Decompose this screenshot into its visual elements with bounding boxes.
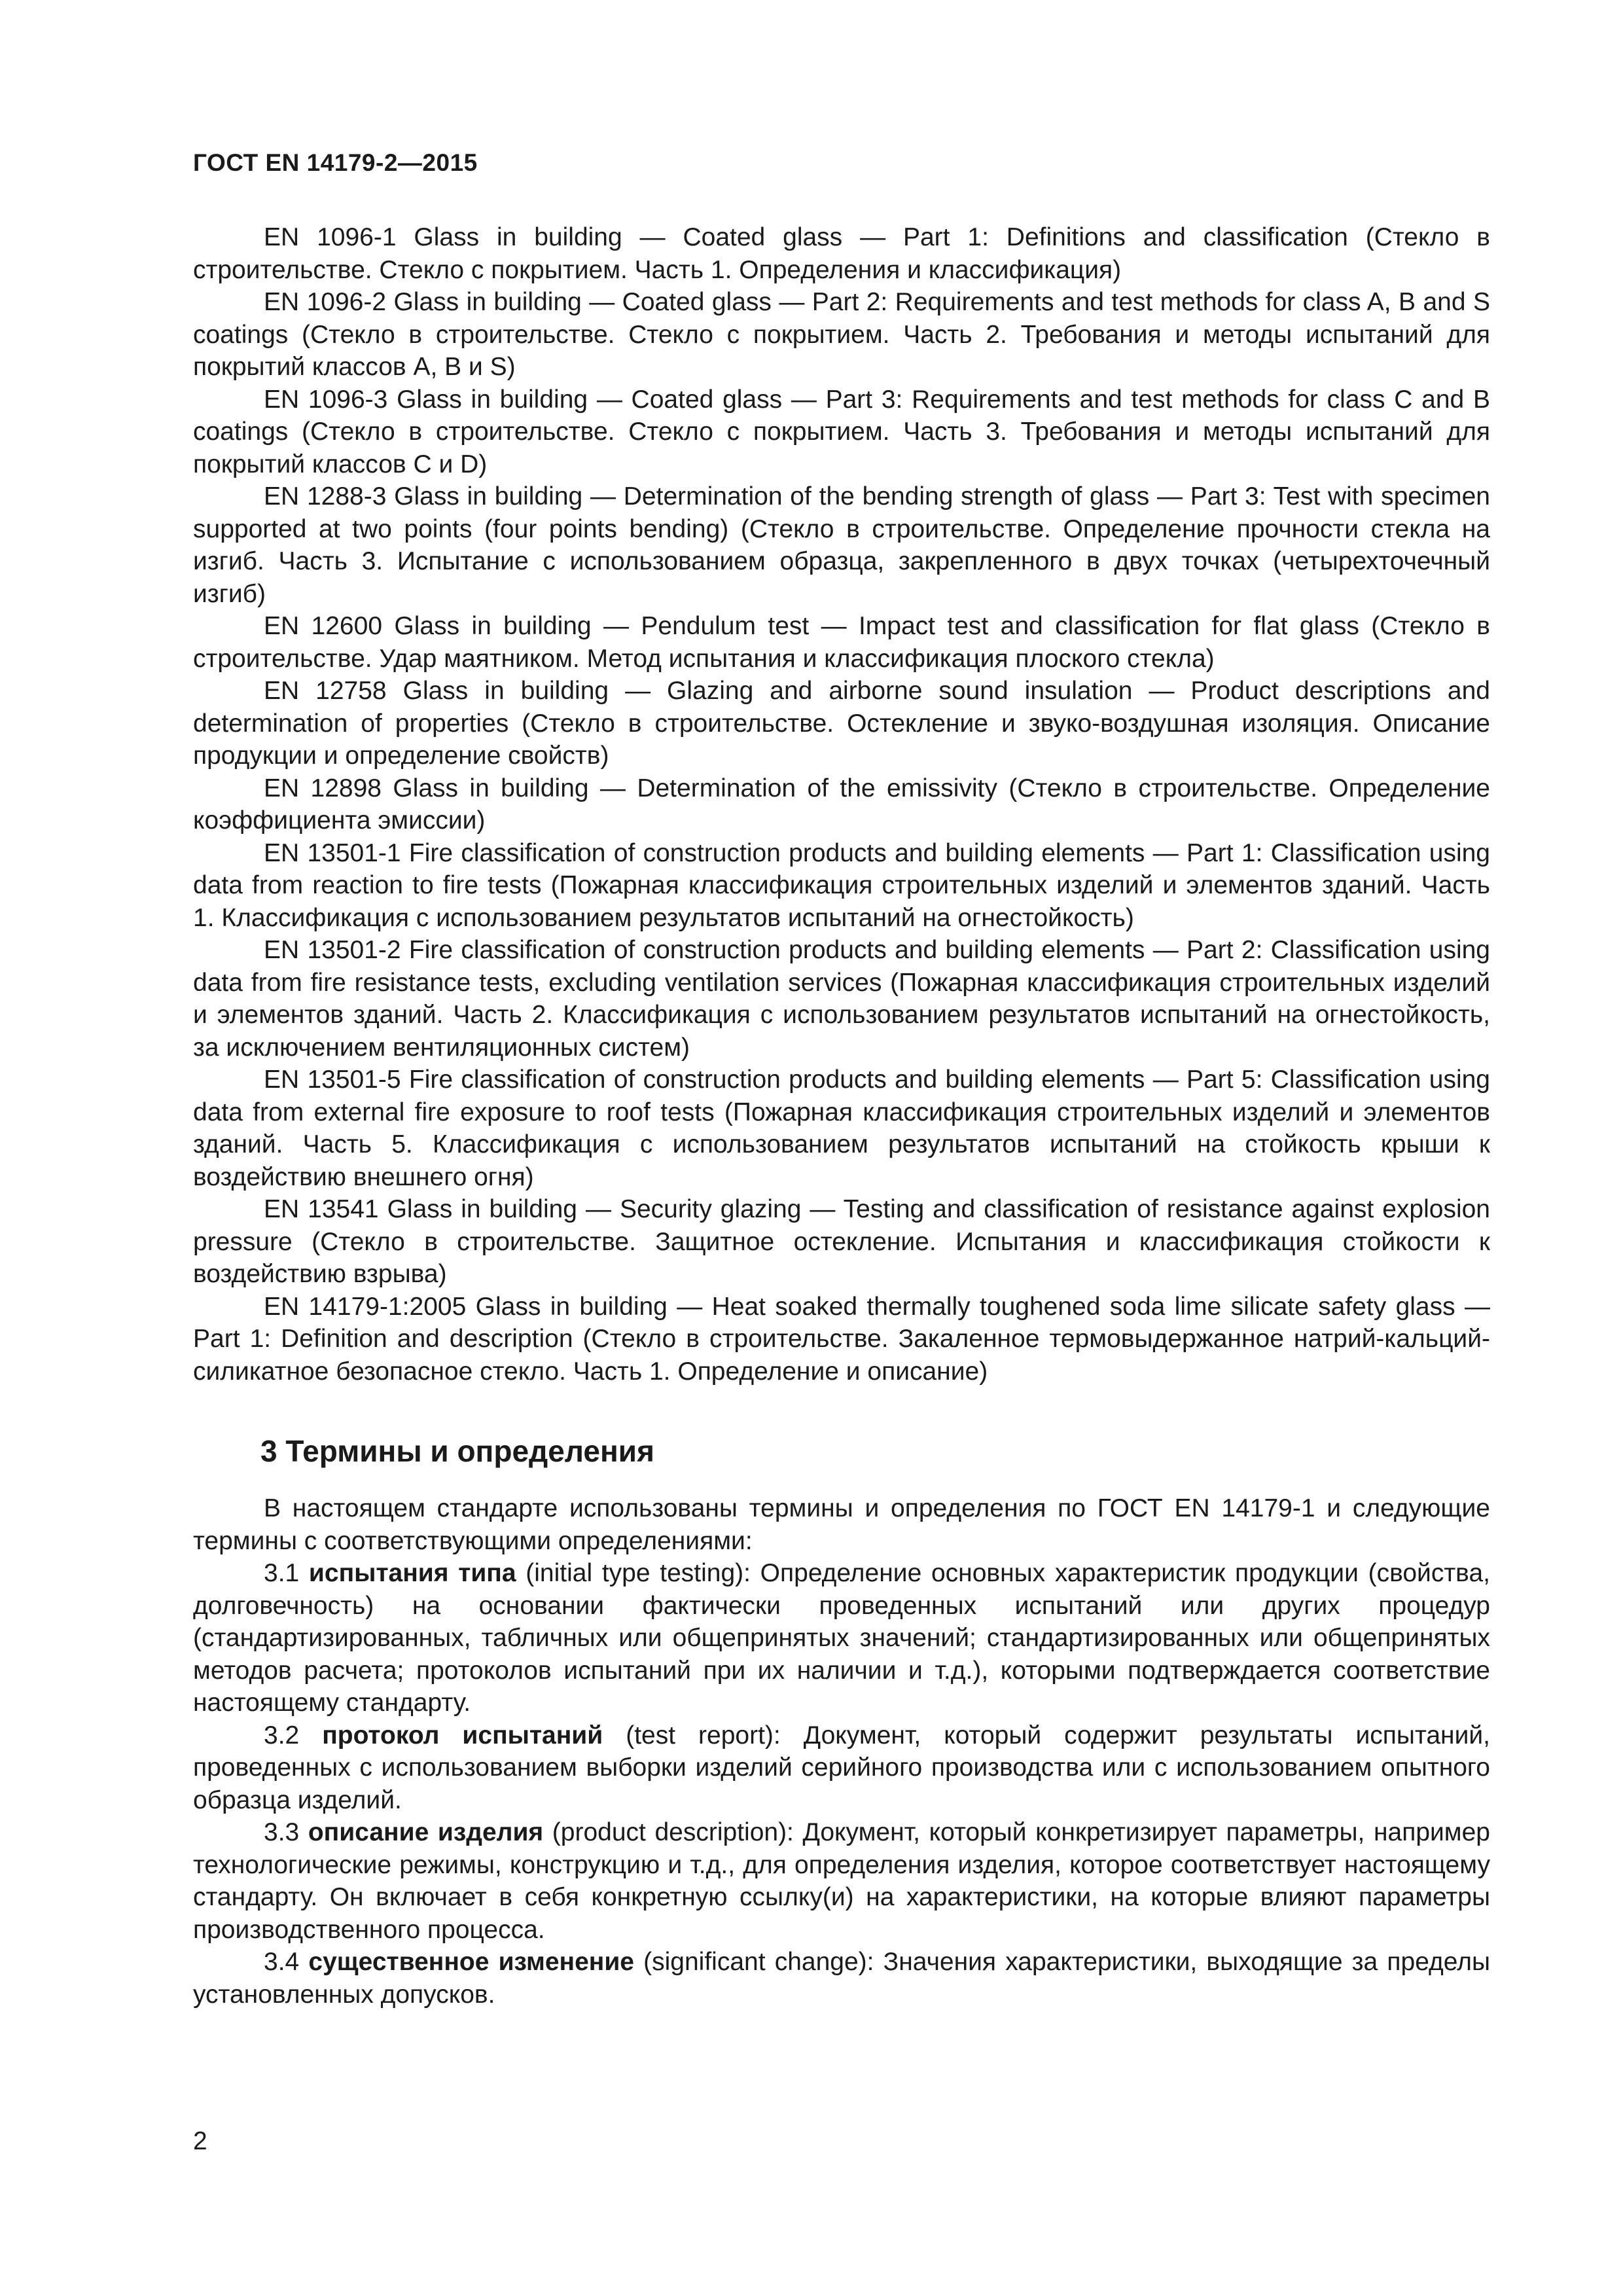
term-item [193,1557,1490,1719]
reference-item: EN 14179-1:2005 Glass in building — Heat soaked thermally toughened soda lime silicate safety glass — Part 1: Definition and description (Стекло в строительстве. Закаленное термовыдержанное натрий-кальций-силикатное безопасное стекло. Часть 1. Определение и описание) [193,1292,1490,1386]
reference-item: EN 12758 Glass in building — Glazing and airborne sound insulation — Product descriptions and determination of properties (Стекло в строительстве. Остекление и звуко-воздушная изоляция. Описание продукции и определение свойств) [193,677,1490,770]
reference-item: EN 12898 Glass in building — Determination of the emissivity (Стекло в строительстве. Определение коэффициента эмиссии) [193,774,1490,834]
term-name: описание изделия [308,1818,544,1846]
term-definition: (test report): Документ, который содержит результаты испытаний, проведенных с использованием выборки изделий серийного производства или с использованием опытного образца изделий. [193,1721,1490,1814]
term-name: испытания типа [308,1559,516,1587]
reference-item: EN 13501-2 Fire classification of construction products and building elements — Part 2: Classification using data from fire resistance tests, excluding ventilation services (Пожарная классификация строительных изделий и элементов зданий. Часть 2. Классификация с использованием результатов испытаний на огнестойкость, за исключением вентиляционных систем) [193,936,1490,1062]
term-definition: (product description): Документ, который конкретизирует параметры, например технологические режимы, конструкцию и т.д., для определения изделия, которое соответствует настоящему стандарту. Он включает в себя конкретную ссылку(и) на характеристики, на которые влияют параметры производственного процесса. [193,1818,1490,1944]
normative-references [193,221,1490,1388]
term-item [193,1719,1490,1817]
reference-item: EN 1288-3 Glass in building — Determination of the bending strength of glass — Part 3: Test with specimen supported at two points (four points bending) (Стекло в строительстве. Определение прочности стекла на изгиб. Часть 3. Испытание с использованием образца, закрепленного в двух точках (четырехточечный изгиб) [193,482,1490,608]
term-number: 3.2 [264,1721,323,1749]
terms-section [193,1492,1490,2011]
reference-item: EN 1096-2 Glass in building — Coated glass — Part 2: Requirements and test methods for class A, B and S coatings (Стекло в строительстве. Стекло с покрытием. Часть 2. Требования и методы испытаний для покрытий классов А, В и S) [193,288,1490,381]
section-intro: В настоящем стандарте использованы термины и определения по ГОСТ EN 14179-1 и следующие термины с соответствующими определениями: [193,1494,1490,1555]
term-definition: (significant change): Значения характеристики, выходящие за пределы установленных допусков. [193,1948,1490,2009]
term-item [193,1816,1490,1946]
reference-item: EN 13501-5 Fire classification of construction products and building elements — Part 5: Classification using data from external fire exposure to roof tests (Пожарная классификация строительных изделий и элементов зданий. Часть 5. Классификация с использованием результатов испытаний на стойкость крыши к воздействию внешнего огня) [193,1066,1490,1191]
reference-item: EN 13501-1 Fire classification of construction products and building elements — Part 1: Classification using data from reaction to fire tests (Пожарная классификация строительных изделий и элементов зданий. Часть 1. Классификация с использованием результатов испытаний на огнестойкость) [193,838,1490,932]
term-name: протокол испытаний [322,1721,603,1749]
term-definition: (initial type testing): Определение основных характеристик продукции (свойства, долговечность) на основании фактически проведенных испытаний или других процедур (стандартизированных, табличных или общепринятых значений; стандартизированных или общепринятых методов расчета; протоколов испытаний при их наличии и т.д.), которыми подтверждается соответствие настоящему стандарту. [193,1559,1490,1717]
term-item [193,1946,1490,2011]
page-number: 2 [193,2127,207,2155]
document-header: ГОСТ EN 14179-2—2015 [193,149,478,176]
reference-item: EN 1096-1 Glass in building — Coated glass — Part 1: Definitions and classification (Стекло в строительстве. Стекло с покрытием. Часть 1. Определения и классификация) [193,223,1490,284]
reference-item: EN 12600 Glass in building — Pendulum test — Impact test and classification for flat glass (Стекло в строительстве. Удар маятником. Метод испытания и классификация плоского стекла) [193,612,1490,673]
term-number: 3.4 [264,1948,309,1976]
term-name: существенное изменение [308,1948,634,1976]
reference-item: EN 13541 Glass in building — Security glazing — Testing and classification of resistance against explosion pressure (Стекло в строительстве. Защитное остекление. Испытания и классификация стойкости к воздействию взрыва) [193,1195,1490,1288]
reference-item: EN 1096-3 Glass in building — Coated glass — Part 3: Requirements and test methods for class C and B coatings (Стекло в строительстве. Стекло с покрытием. Часть 3. Требования и методы испытаний для покрытий классов С и D) [193,385,1490,478]
term-number: 3.1 [264,1559,309,1587]
term-number: 3.3 [264,1818,308,1846]
section-title: 3 Термины и определения [260,1434,654,1468]
